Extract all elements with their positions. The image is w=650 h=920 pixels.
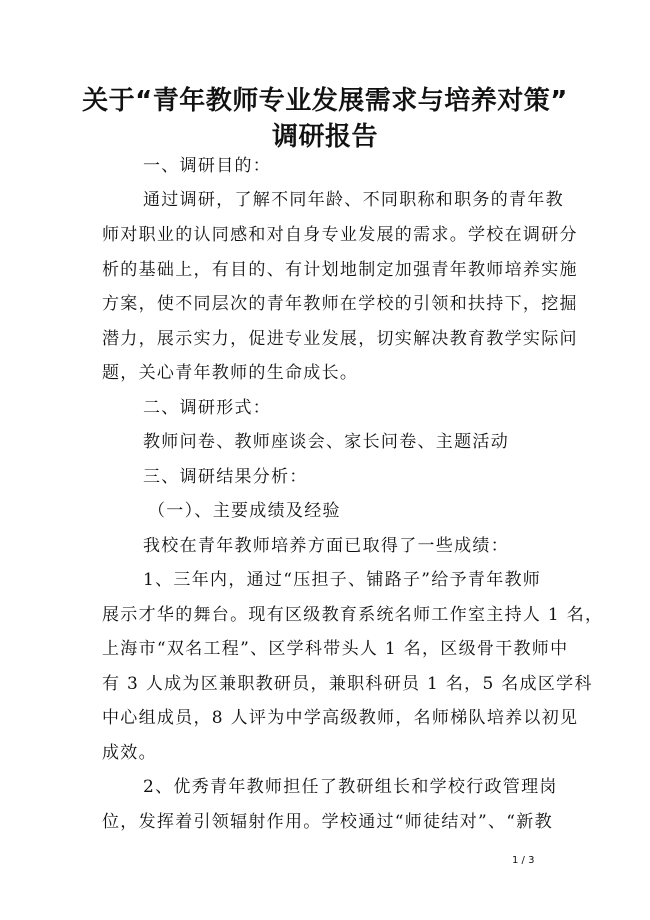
document-title-line-1: 关于“青年教师专业发展需求与培养对策” [82, 86, 568, 116]
paragraph-line: 潜力，展示实力，促进专业发展，切实解决教育教学实际问 [102, 329, 578, 349]
section-heading-format: 二、调研形式： [143, 398, 272, 418]
paragraph-line: 通过调研，了解不同年龄、不同职称和职务的青年教 [143, 190, 564, 210]
paragraph-line: 我校在青年教师培养方面已取得了一些成绩： [143, 536, 509, 556]
page-number: 1 / 3 [512, 855, 535, 866]
paragraph-line: 题，关心青年教师的生命成长。 [102, 363, 359, 383]
paragraph-line: 2、优秀青年教师担任了教研组长和学校行政管理岗 [143, 777, 558, 797]
paragraph-line: 展示才华的舞台。现有区级教育系统名师工作室主持人 1 名， [102, 605, 604, 625]
paragraph-line: 上海市“双名工程”、区学科带头人 1 名，区级骨干教师中 [102, 639, 569, 659]
subsection-heading: （一）、主要成绩及经验 [148, 501, 341, 521]
paragraph-line: 位，发挥着引领辐射作用。学校通过“师徒结对”、“新教 [102, 812, 553, 832]
paragraph-line: 方案，使不同层次的青年教师在学校的引领和扶持下，挖掘 [102, 294, 578, 314]
paragraph-line: 1、三年内，通过“压担子、铺路子”给予青年教师 [143, 570, 542, 590]
section-heading-results: 三、调研结果分析： [143, 467, 308, 487]
section-heading-purpose: 一、调研目的： [143, 156, 272, 176]
document-title-line-2: 调研报告 [271, 122, 378, 152]
paragraph-line: 师对职业的认同感和对自身专业发展的需求。学校在调研分 [102, 225, 578, 245]
paragraph-line: 析的基础上，有目的、有计划地制定加强青年教师培养实施 [102, 260, 578, 280]
paragraph-line: 教师问卷、教师座谈会、家长问卷、主题活动 [143, 432, 509, 452]
paragraph-line: 有 3 人成为区兼职教研员，兼职科研员 1 名，5 名成区学科 [102, 674, 593, 694]
paragraph-line: 中心组成员，8 人评为中学高级教师，名师梯队培养以初见 [102, 708, 579, 728]
paragraph-line: 成效。 [102, 743, 157, 763]
